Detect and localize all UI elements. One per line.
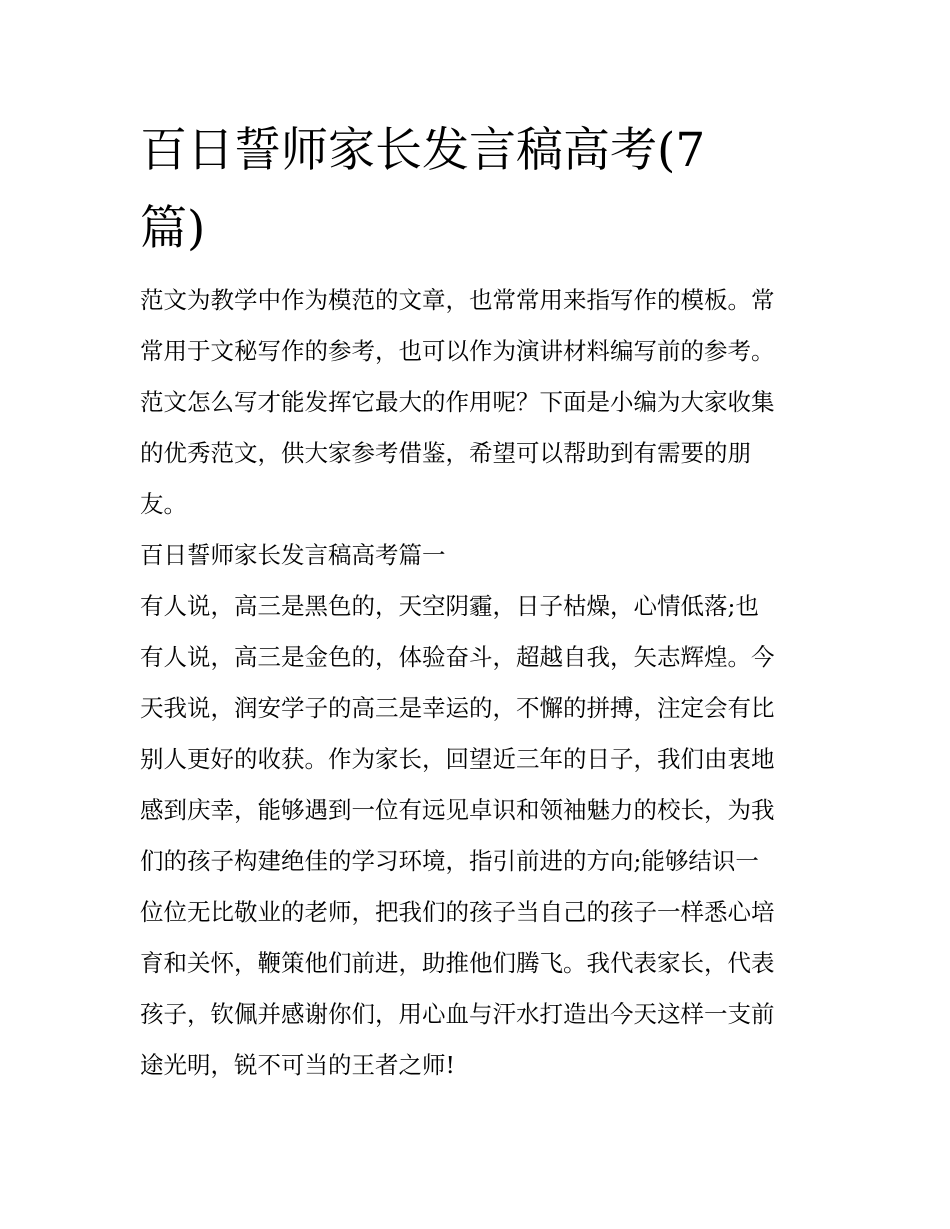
section-line-4: 别人更好的收获。作为家长，回望近三年的日子，我们由衷地 <box>140 745 775 773</box>
section-line-8: 育和关怀，鞭策他们前进，助推他们腾飞。我代表家长，代表 <box>140 949 775 977</box>
section-line-1: 有人说，高三是黑色的，天空阴霾，日子枯燥，心情低落;也 <box>140 592 759 620</box>
title-line-2: 篇) <box>140 201 206 256</box>
intro-line-1: 范文为教学中作为模范的文章，也常常用来指写作的模板。常 <box>140 286 775 314</box>
intro-line-5: 友。 <box>140 490 187 518</box>
section-heading <box>140 530 815 581</box>
section-line-7: 位位无比敬业的老师，把我们的孩子当自己的孩子一样悉心培 <box>140 898 775 926</box>
document-title <box>140 112 760 268</box>
section-heading-text: 百日誓师家长发言稿高考篇一 <box>140 541 446 569</box>
title-line-1: 百日誓师家长发言稿高考(7 <box>140 123 706 178</box>
intro-paragraph <box>140 275 815 530</box>
section-line-2: 有人说，高三是金色的，体验奋斗，超越自我，矢志辉煌。今 <box>140 643 775 671</box>
section-line-9: 孩子，钦佩并感谢你们，用心血与汗水打造出今天这样一支前 <box>140 1000 775 1028</box>
intro-line-3: 范文怎么写才能发挥它最大的作用呢？下面是小编为大家收集 <box>140 388 775 416</box>
intro-line-4: 的优秀范文，供大家参考借鉴，希望可以帮助到有需要的朋 <box>140 439 751 467</box>
section-line-5: 感到庆幸，能够遇到一位有远见卓识和领袖魅力的校长，为我 <box>140 796 775 824</box>
section-line-10: 途光明，锐不可当的王者之师! <box>140 1051 455 1079</box>
section-paragraph <box>140 581 815 1091</box>
intro-line-2: 常用于文秘写作的参考，也可以作为演讲材料编写前的参考。 <box>140 337 775 365</box>
section-line-3: 天我说，润安学子的高三是幸运的，不懈的拼搏，注定会有比 <box>140 694 775 722</box>
section-line-6: 们的孩子构建绝佳的学习环境，指引前进的方向;能够结识一 <box>140 847 759 875</box>
